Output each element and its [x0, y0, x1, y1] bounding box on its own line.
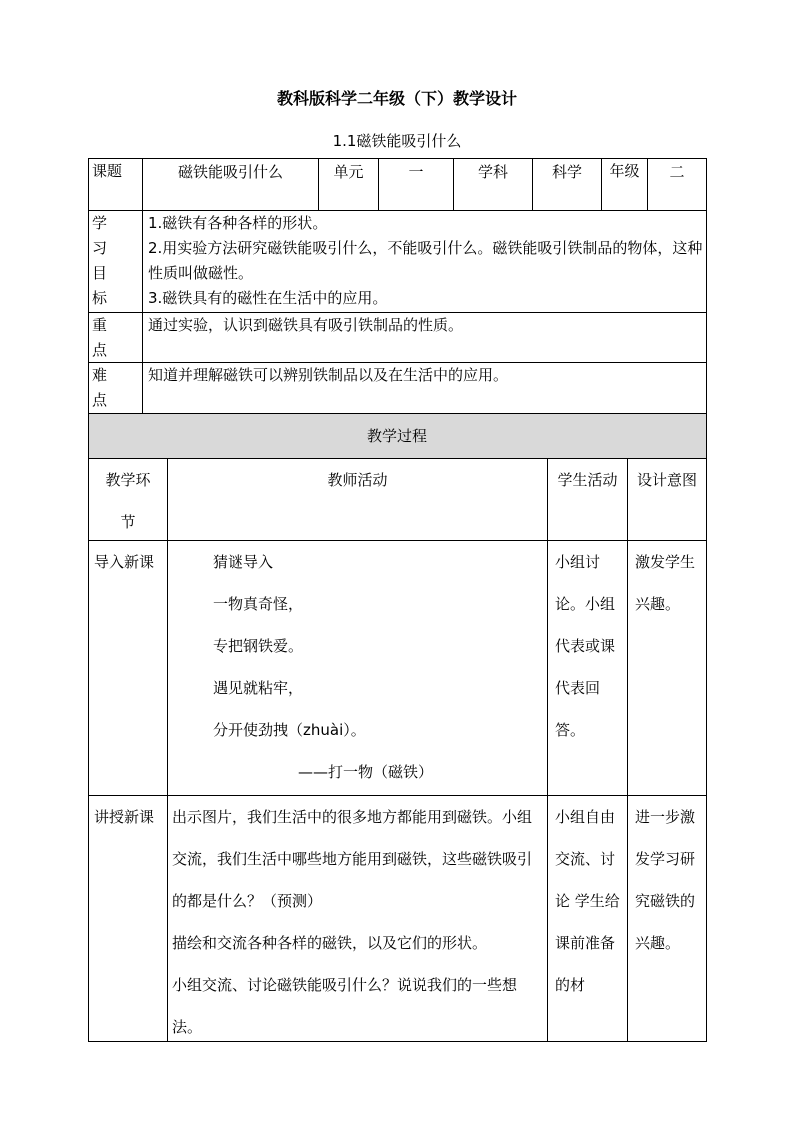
header-teacher: 教师活动 — [327, 471, 388, 489]
objective-2: 2.用实验方法研究磁铁能吸引什么，不能吸引什么。磁铁能吸引铁制品的物体，这种性质叫做磁性。 — [148, 239, 703, 282]
unit-value: 一 — [408, 163, 424, 181]
student-teach: 小组自由交流、讨论 学生给课前准备的材 — [555, 808, 620, 994]
objective-3: 3.磁铁具有的磁性在生活中的应用。 — [148, 289, 388, 307]
teacher-teach — [172, 796, 544, 1048]
header-stage: 教学环节 — [105, 471, 151, 531]
stage-teach: 讲授新课 — [94, 808, 155, 826]
riddle-line-2: 一物真奇怪， — [213, 595, 304, 613]
objective-1: 1.磁铁有各种各样的形状。 — [148, 214, 328, 232]
objectives-list — [142, 211, 706, 311]
teach-para-2: 描绘和交流各种各样的磁铁，以及它们的形状。 — [172, 934, 488, 952]
key-point-text: 通过实验，认识到磁铁具有吸引铁制品的性质。 — [148, 316, 464, 334]
header-intent: 设计意图 — [636, 471, 697, 489]
teach-para-3: 小组交流、讨论磁铁能吸引什么？说说我们的一些想法。 — [172, 976, 518, 1036]
student-intro: 小组讨论。小组代表或课代表回答。 — [555, 553, 616, 739]
riddle-line-3: 专把钢铁爱。 — [213, 637, 304, 655]
document-title: 教科版科学二年级（下）教学设计 — [276, 89, 517, 108]
process-banner: 教学过程 — [366, 427, 427, 445]
label-subject: 学科 — [477, 163, 508, 181]
topic-value: 磁铁能吸引什么 — [177, 163, 283, 181]
subject-value: 科学 — [551, 163, 582, 181]
label-unit: 单元 — [333, 163, 364, 181]
teacher-intro — [168, 541, 547, 793]
header-student: 学生活动 — [557, 471, 618, 489]
riddle-line-4: 遇见就粘牢， — [213, 679, 304, 697]
grade-value: 二 — [669, 163, 685, 181]
label-difficulty: 难点 — [92, 366, 108, 409]
teach-para-1: 出示图片，我们生活中的很多地方都能用到磁铁。小组交流，我们生活中哪些地方能用到磁铁，这些磁铁吸引的都是什么？（预测） — [172, 808, 533, 910]
label-grade: 年级 — [609, 162, 640, 180]
label-objectives: 学习目标 — [92, 214, 108, 307]
label-topic: 课题 — [92, 162, 123, 180]
lesson-title: 1.1磁铁能吸引什么 — [332, 132, 462, 150]
riddle-line-5: 分开使劲拽（zhuài）。 — [213, 721, 366, 739]
label-key-point: 重点 — [92, 316, 108, 359]
stage-intro: 导入新课 — [94, 553, 155, 571]
difficulty-text: 知道并理解磁铁可以辨别铁制品以及在生活中的应用。 — [148, 366, 509, 384]
intent-intro: 激发学生兴趣。 — [635, 553, 696, 613]
intent-teach: 进一步激发学习研究磁铁的兴趣。 — [635, 808, 696, 952]
riddle-line-1: 猜谜导入 — [213, 553, 274, 571]
riddle-answer: ——打一物（磁铁） — [298, 763, 434, 781]
